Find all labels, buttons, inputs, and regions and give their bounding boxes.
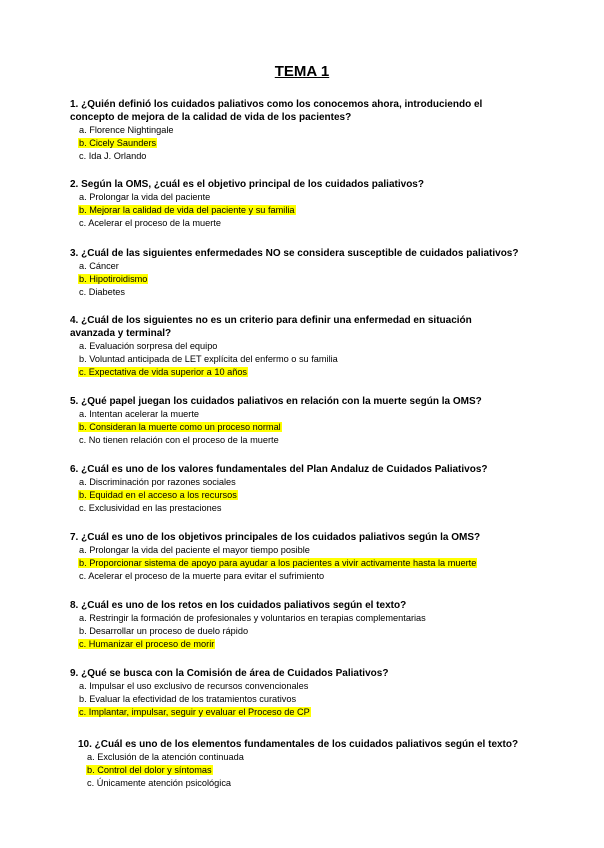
answer-option <box>78 570 540 583</box>
answer-option <box>78 124 490 137</box>
answer-option <box>78 366 490 379</box>
answer-option <box>78 191 540 204</box>
answer-options <box>70 260 540 299</box>
answer-option <box>78 260 540 273</box>
question-2 <box>70 178 540 230</box>
answer-option <box>78 502 540 515</box>
answer-text: b. Desarrollar un proceso de duelo rápido <box>79 626 249 636</box>
question-9 <box>70 667 540 719</box>
answer-text: a. Impulsar el uso exclusivo de recursos convencionales <box>79 681 309 691</box>
question-text: 4. ¿Cuál de los siguientes no es un criterio para definir una enfermedad en situación avanzada y terminal? <box>70 315 472 339</box>
answer-option <box>86 764 538 777</box>
answer-options <box>70 476 540 515</box>
answer-option <box>78 150 490 163</box>
answer-text: c. Acelerar el proceso de la muerte <box>79 218 221 228</box>
answer-option <box>78 273 540 286</box>
answer-option <box>78 137 490 150</box>
question-text: 5. ¿Qué papel juegan los cuidados paliativos en relación con la muerte según la OMS? <box>70 396 482 407</box>
answer-text: c. No tienen relación con el proceso de la muerte <box>79 435 279 445</box>
answer-text: c. Ida J. Orlando <box>79 151 147 161</box>
answer-text: c. Exclusividad en las prestaciones <box>79 503 222 513</box>
question-text: 7. ¿Cuál es uno de los objetivos principales de los cuidados paliativos según la OMS? <box>70 532 481 543</box>
answer-options <box>70 544 540 583</box>
answer-text: a. Prolongar la vida del paciente el mayor tiempo posible <box>79 545 310 555</box>
highlighted-answer: b. Hipotiroidismo <box>79 274 148 284</box>
answer-text: a. Florence Nightingale <box>79 125 174 135</box>
answer-option <box>78 489 540 502</box>
answer-option <box>78 557 540 570</box>
answer-option <box>78 286 540 299</box>
answer-text: a. Prolongar la vida del paciente <box>79 192 211 202</box>
highlighted-answer: b. Control del dolor y síntomas <box>87 765 212 775</box>
answer-option <box>78 625 540 638</box>
answer-text: a. Exclusión de la atención continuada <box>87 752 244 762</box>
answer-option <box>78 204 540 217</box>
answer-option <box>78 340 490 353</box>
question-1 <box>70 98 490 163</box>
question-text: 6. ¿Cuál es uno de los valores fundamentales del Plan Andaluz de Cuidados Paliativos? <box>70 464 488 475</box>
answer-text: c. Acelerar el proceso de la muerte para evitar el sufrimiento <box>79 571 325 581</box>
question-6 <box>70 463 540 515</box>
answer-text: c. Diabetes <box>79 287 125 297</box>
answer-text: c. Únicamente atención psicológica <box>87 778 232 788</box>
answer-option <box>78 353 490 366</box>
answer-option <box>78 680 540 693</box>
answer-option <box>78 408 540 421</box>
highlighted-answer: c. Expectativa de vida superior a 10 años <box>79 367 248 377</box>
answer-text: a. Discriminación por razones sociales <box>79 477 236 487</box>
question-text: 1. ¿Quién definió los cuidados paliativos como los conocemos ahora, introduciendo el concepto de mejora de la calidad de vida de los pacientes? <box>70 99 483 123</box>
question-text: 10. ¿Cuál es uno de los elementos fundamentales de los cuidados paliativos según el texto? <box>78 739 519 750</box>
answer-option <box>78 421 540 434</box>
question-3 <box>70 247 540 299</box>
answer-options <box>70 612 540 651</box>
answer-text: a. Evaluación sorpresa del equipo <box>79 341 218 351</box>
question-text: 8. ¿Cuál es uno de los retos en los cuidados paliativos según el texto? <box>70 600 407 611</box>
answer-option <box>78 544 540 557</box>
highlighted-answer: b. Cicely Saunders <box>79 138 157 148</box>
answer-text: a. Restringir la formación de profesionales y voluntarios en terapias complementarias <box>79 613 426 623</box>
answer-option <box>78 693 540 706</box>
answer-option <box>86 777 538 790</box>
question-7 <box>70 531 540 583</box>
answer-text: b. Evaluar la efectividad de los tratamientos curativos <box>79 694 297 704</box>
answer-option <box>78 612 540 625</box>
question-text: 3. ¿Cuál de las siguientes enfermedades NO se considera susceptible de cuidados paliativos? <box>70 248 519 259</box>
highlighted-answer: b. Consideran la muerte como un proceso normal <box>79 422 281 432</box>
answer-option <box>86 751 538 764</box>
answer-options <box>70 191 540 230</box>
answer-options <box>70 408 540 447</box>
answer-option <box>78 476 540 489</box>
answer-options <box>70 340 490 379</box>
answer-option <box>78 638 540 651</box>
highlighted-answer: c. Humanizar el proceso de morir <box>79 639 215 649</box>
answer-options <box>70 124 490 163</box>
highlighted-answer: b. Mejorar la calidad de vida del paciente y su familia <box>79 205 295 215</box>
highlighted-answer: c. Implantar, impulsar, seguir y evaluar el Proceso de CP <box>79 707 310 717</box>
question-text: 9. ¿Qué se busca con la Comisión de área de Cuidados Paliativos? <box>70 668 389 679</box>
answer-option <box>78 706 540 719</box>
highlighted-answer: b. Equidad en el acceso a los recursos <box>79 490 237 500</box>
answer-options <box>78 751 538 790</box>
question-10 <box>78 738 538 790</box>
answer-text: a. Intentan acelerar la muerte <box>79 409 200 419</box>
question-text: 2. Según la OMS, ¿cuál es el objetivo principal de los cuidados paliativos? <box>70 179 424 190</box>
answer-option <box>78 434 540 447</box>
question-8 <box>70 599 540 651</box>
question-4 <box>70 314 490 379</box>
page-title: TEMA 1 <box>274 63 330 80</box>
answer-option <box>78 217 540 230</box>
highlighted-answer: b. Proporcionar sistema de apoyo para ayudar a los pacientes a vivir activamente hasta la muerte <box>79 558 477 568</box>
question-5 <box>70 395 540 447</box>
answer-options <box>70 680 540 719</box>
answer-text: b. Voluntad anticipada de LET explícita del enfermo o su familia <box>79 354 338 364</box>
answer-text: a. Cáncer <box>79 261 119 271</box>
